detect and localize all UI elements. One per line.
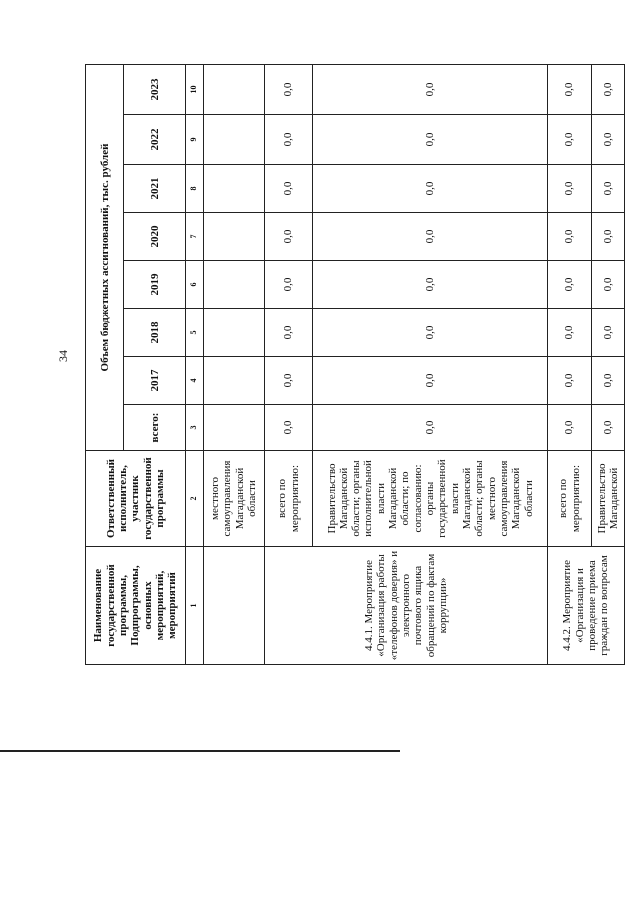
row-name [203, 547, 264, 665]
row-value: 0,0 [592, 165, 625, 213]
column-number: 5 [185, 309, 203, 357]
header-year: 2021 [124, 165, 186, 213]
row-value: 0,0 [592, 64, 625, 114]
header-year: 2019 [124, 261, 186, 309]
budget-table [85, 64, 625, 665]
row-value: 0,0 [548, 261, 592, 309]
column-number: 7 [185, 213, 203, 261]
column-number: 6 [185, 261, 203, 309]
column-number-row [185, 64, 203, 664]
row-value: 0,0 [313, 357, 548, 405]
header-name: Наименование государственной программы, Подпрограммы, основных мероприятий, мероприятий [86, 547, 186, 665]
row-value: 0,0 [313, 165, 548, 213]
header-year: 2022 [124, 115, 186, 165]
column-number: 10 [185, 64, 203, 114]
row-value: 0,0 [313, 405, 548, 451]
row-value: 0,0 [264, 357, 312, 405]
header-responsible: Ответственный исполнитель, участник государственной программы [86, 451, 186, 547]
row-value: 0,0 [264, 405, 312, 451]
row-value: 0,0 [264, 165, 312, 213]
row-value: 0,0 [548, 115, 592, 165]
column-number: 3 [185, 405, 203, 451]
row-responsible: всего по мероприятию: [264, 451, 312, 547]
row-value: 0,0 [313, 64, 548, 114]
row-value: 0,0 [548, 64, 592, 114]
row-name: 4.4.1. Мероприятие «Организация работы «телефонов доверия» и электронного почтового ящика обращений по фактам коррупции» [264, 547, 547, 665]
column-number: 8 [185, 165, 203, 213]
row-name: 4.4.2. Мероприятие «Организация и проведение приема граждан по вопросам [548, 547, 625, 665]
header-year: всего: [124, 405, 186, 451]
row-responsible: Правительство Магаданской области; органы исполнительной власти Магаданской области; по согласованию: органы государственной власти Магаданской области; органы местного самоуправления Магаданской области [313, 451, 548, 547]
row-value [203, 357, 264, 405]
row-responsible: Правительство Магаданской [592, 451, 625, 547]
header-budget: Объем бюджетных ассигнований, тыс. рублей [86, 64, 124, 450]
row-value: 0,0 [592, 405, 625, 451]
row-value [203, 261, 264, 309]
row-value: 0,0 [592, 309, 625, 357]
row-value [203, 115, 264, 165]
row-value: 0,0 [548, 357, 592, 405]
row-value: 0,0 [548, 213, 592, 261]
header-year: 2023 [124, 64, 186, 114]
header-year: 2018 [124, 309, 186, 357]
row-value: 0,0 [264, 64, 312, 114]
row-value: 0,0 [264, 261, 312, 309]
row-responsible: всего по мероприятию: [548, 451, 592, 547]
column-number: 2 [185, 451, 203, 547]
budget-table-rotated [85, 65, 625, 665]
row-value [203, 309, 264, 357]
row-value: 0,0 [264, 115, 312, 165]
header-year: 2020 [124, 213, 186, 261]
row-responsible: местного самоуправления Магаданской области [203, 451, 264, 547]
page-number: 34 [56, 350, 70, 362]
row-value: 0,0 [264, 309, 312, 357]
row-value: 0,0 [592, 213, 625, 261]
row-value: 0,0 [592, 115, 625, 165]
header-year: 2017 [124, 357, 186, 405]
row-value: 0,0 [313, 115, 548, 165]
column-number: 9 [185, 115, 203, 165]
header-row-top [86, 64, 124, 664]
column-number: 1 [185, 547, 203, 665]
row-value: 0,0 [592, 261, 625, 309]
row-value: 0,0 [548, 309, 592, 357]
column-number: 4 [185, 357, 203, 405]
row-value: 0,0 [313, 309, 548, 357]
table-row [203, 64, 264, 664]
row-value: 0,0 [548, 165, 592, 213]
row-value [203, 213, 264, 261]
row-value [203, 64, 264, 114]
row-value: 0,0 [264, 213, 312, 261]
row-value [203, 165, 264, 213]
row-value: 0,0 [313, 261, 548, 309]
row-value: 0,0 [592, 357, 625, 405]
footer-rule [0, 750, 400, 752]
row-value: 0,0 [548, 405, 592, 451]
row-value: 0,0 [313, 213, 548, 261]
row-value [203, 405, 264, 451]
table-row [548, 64, 592, 664]
table-row [264, 64, 312, 664]
